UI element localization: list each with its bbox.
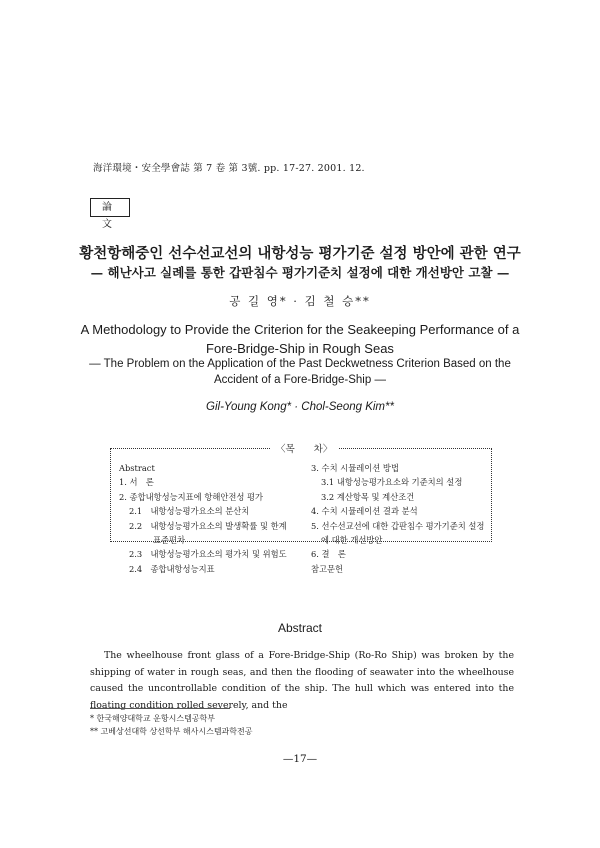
toc-heading: 〈목 차〉 (270, 441, 338, 455)
footnote-1: * 한국해양대학교 운항시스템공학부 (90, 714, 216, 723)
toc-left-column (119, 461, 314, 576)
english-authors: Gil-Young Kong* · Chol-Seong Kim** (206, 401, 394, 413)
toc-item: 에 대한 개선방안 (321, 535, 383, 546)
toc-item: 6. 결 론 (311, 549, 346, 560)
toc-item: 2.2 내항성능평가요소의 발생확률 및 한계 (129, 520, 287, 531)
toc-item: 표준편차 (153, 535, 186, 546)
footnote-2: ** 고베상선대학 상선학부 해사시스템과학전공 (90, 727, 253, 736)
toc-item: 2.4 종합내항성능지표 (129, 563, 215, 574)
page-number: —17— (282, 753, 318, 765)
abstract-text: The wheelhouse front glass of a Fore-Bridge-Ship (Ro-Ro Ship) was broken by the shipping of water in rough seas, and then the flooding of seawater into the wheelhouse caused the uncontrollable condition of the ship. The hull which was entered into the floating condition rolled severely, and the (90, 650, 514, 711)
korean-title: 황천항해중인 선수선교선의 내항성능 평가기준 설정 방안에 관한 연구 (79, 245, 521, 262)
english-title: A Methodology to Provide the Criterion for the Seakeeping Performance of a Fore-Bridge-Ship in Rough Seas (80, 322, 520, 356)
toc-item: 참고문헌 (311, 563, 344, 574)
korean-authors: 공 길 영* · 김 철 승** (229, 294, 371, 308)
toc-item: 3.1 내항성능평가요소와 기준치의 설정 (321, 477, 463, 488)
toc-right-column (311, 461, 491, 576)
toc-item: 2.3 내항성능평가요소의 평가치 및 위험도 (129, 549, 287, 560)
toc-item: 3. 수치 시뮬레이션 방법 (311, 463, 399, 473)
article-category-box: 論 文 (90, 198, 130, 217)
korean-subtitle: — 해난사고 실례를 통한 갑판침수 평가기준치 설정에 대한 개선방안 고찰 — (90, 265, 510, 280)
toc-item: 2.1 내항성능평가요소의 분산치 (129, 506, 250, 517)
toc-item: 2. 종합내항성능지표에 항해안전성 평가 (119, 491, 264, 502)
toc-item: Abstract (119, 463, 155, 473)
english-subtitle: — The Problem on the Application of the Past Deckwetness Criterion Based on the Accident of a Fore-Bridge-Ship — (89, 358, 511, 386)
abstract-heading: Abstract (277, 621, 322, 635)
journal-citation: 海洋環境・安全學會誌 第 7 卷 第 3號. pp. 17-27. 2001. 12. (93, 163, 365, 174)
toc-item: 4. 수치 시뮬레이션 결과 분석 (311, 506, 418, 517)
toc-item: 3.2 계산항목 및 계산조건 (321, 491, 415, 502)
toc-item: 5. 선수선교선에 대한 갑판침수 평가기준치 설정 (311, 520, 485, 531)
toc-item: 1. 서 론 (119, 477, 154, 488)
footnote-divider (90, 708, 230, 709)
table-of-contents (110, 448, 492, 574)
